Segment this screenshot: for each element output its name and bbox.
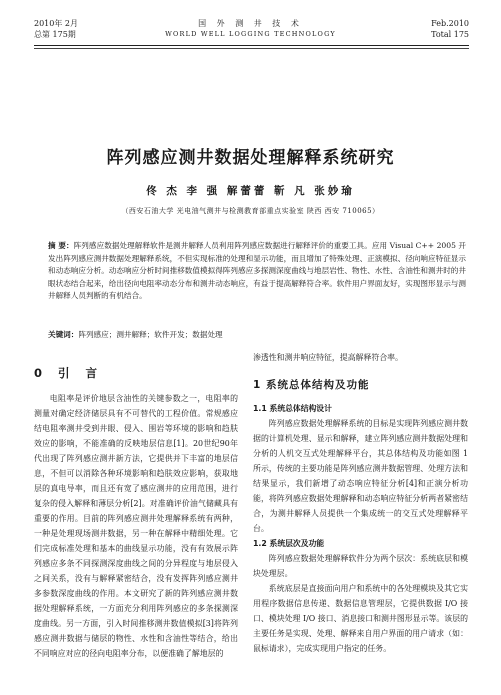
header-rule-thin bbox=[34, 48, 469, 49]
subsection-1-2-text-2: 系统底层是直接面向用户和系统中的各处理模块及其它实用程序数据信息传递、数据信息管理层，它提供数据 I/O 接口、模块处理 I/O 接口、消息接口和测井图形显示等。该层的主要任务是实现、处理、解释来自用户界面的用户请求（如：鼠标请求），完成实现用户指定的任务。 bbox=[253, 584, 468, 653]
section-1-heading: 1 系统总体结构及功能 bbox=[253, 379, 370, 391]
abstract-text: 阵列感应数据处理解释软件是测井解释人员利用阵列感应数据进行解释评价的重要工具。应用 Visual C++ 2005 开发出阵列感应测井数据处理解释系统，不但实现标准的处理和显示功能，而且增加了特殊处理、正演模拟、径向响应特征显示和动态响应分析。动态响应分析时间推移数值模拟得阵列感应多探测深度曲线与地层岩性、物性、水性、含油性和测井时的井眼状态结合起来，给出径向电阻率动态分布和测井动态响应，有益于提高解释符合率。软件用户界面友好，实现图形显示与测井解释人员判断的有机结合。 bbox=[48, 241, 466, 301]
header-right bbox=[431, 18, 469, 40]
abstract-label: 摘 要： bbox=[48, 241, 74, 250]
subsection-1-1-heading: 1.1 系统总体结构设计 bbox=[253, 404, 332, 413]
header-center bbox=[0, 18, 501, 40]
abstract bbox=[48, 240, 466, 303]
right-column bbox=[253, 350, 468, 656]
paper-affiliation: （西安石油大学 光电油气测井与检测教育部重点实验室 陕西 西安 710065） bbox=[121, 207, 380, 215]
left-column bbox=[34, 391, 238, 661]
section-0-paragraph: 电阻率是评价地层含油性的关键参数之一，电阻率的测量对确定经济储层具有不可替代的工程价值。常规感应结电阻率测井受到井眼、侵入、围岩等环境的影响和趋肤效应的影响，不能准确的反映地层信息[1]。20世纪90年代出现了阵列感应测井新方法，它提供并下丰富的地层信息，不但可以消除各种环境影响和趋肤效应影响，获取地层的真电导率，而且还有宽了感应测井的应用范围，进行复杂的侵入解释和薄层分析[2]。对准确评价油气储藏具有重要的作用。目前的阵列感应测井处理解释系统有两种，一种是处理现场测井数据，另一种在解释中精细处理。它们完成标准处理和基本的曲线显示功能，没有有效展示阵列感应多条不同探测深度曲线之间的分异程度与地层侵入之间关系，没有与解释紧密结合，没有发挥阵列感应测井多参数深度曲线的作用。本文研究了新的阵列感应测井数据处理解释系统，一方面充分利用阵列感应的多条探测深度曲线。另一方面，引入时间推移测井数值模拟[3]将阵列感应测井数据与储层的物性、水性和含油性等结合，给出不同响应对应的径向电阻率分布，以便准确了解地层的 bbox=[34, 394, 238, 658]
paper-authors: 佟 杰 李 强 解蕾蕾 靳 凡 张妙瑜 bbox=[146, 185, 355, 197]
keywords-label: 关键词： bbox=[48, 330, 79, 339]
section-0-heading: 0 引 言 bbox=[34, 366, 104, 380]
issue-total-en: Total 175 bbox=[431, 30, 469, 39]
header-rule bbox=[34, 45, 469, 46]
continuation-text: 渗透性和测井响应特征，提高解释符合率。 bbox=[253, 353, 403, 362]
journal-name-cn: 国 外 测 井 技 术 bbox=[198, 19, 303, 28]
keywords-text: 阵列感应；测井解释；软件开发；数据处理 bbox=[78, 330, 223, 339]
subsection-1-1-text: 阵列感应数据处理解释系统的目标是实现阵列感应测井数据的计算机处理、显示和解释，建立阵列感应测井数据处理和分析的人机交互式处理解释平台，其总体结构及功能如图 1 所示，传统的主要功能是阵列感应测井数据管理、处理方法和结果显示，我们新增了动态响应特征分析[4]和正演分析功能，将阵列感应数据处理解释和动态响应特征分析两者紧密结合，为测井解释人员提供一个集成统一的交互式处理解释平台。 bbox=[253, 419, 468, 533]
issue-date-en: Feb.2010 bbox=[431, 19, 469, 28]
keywords bbox=[48, 329, 466, 341]
issue-number: 总第 175期 bbox=[34, 30, 76, 39]
subsection-1-2-heading: 1.2 系统层次及功能 bbox=[253, 539, 325, 548]
issue-date: 2010年 2月 bbox=[34, 19, 78, 28]
subsection-1-2-text-1: 阵列感应数据处理解释软件分为两个层次：系统底层和模块处理层。 bbox=[253, 554, 468, 578]
journal-name-en: WORLD WELL LOGGING TECHNOLOGY bbox=[165, 30, 336, 38]
paper-title: 阵列感应测井数据处理解释系统研究 bbox=[106, 148, 395, 168]
